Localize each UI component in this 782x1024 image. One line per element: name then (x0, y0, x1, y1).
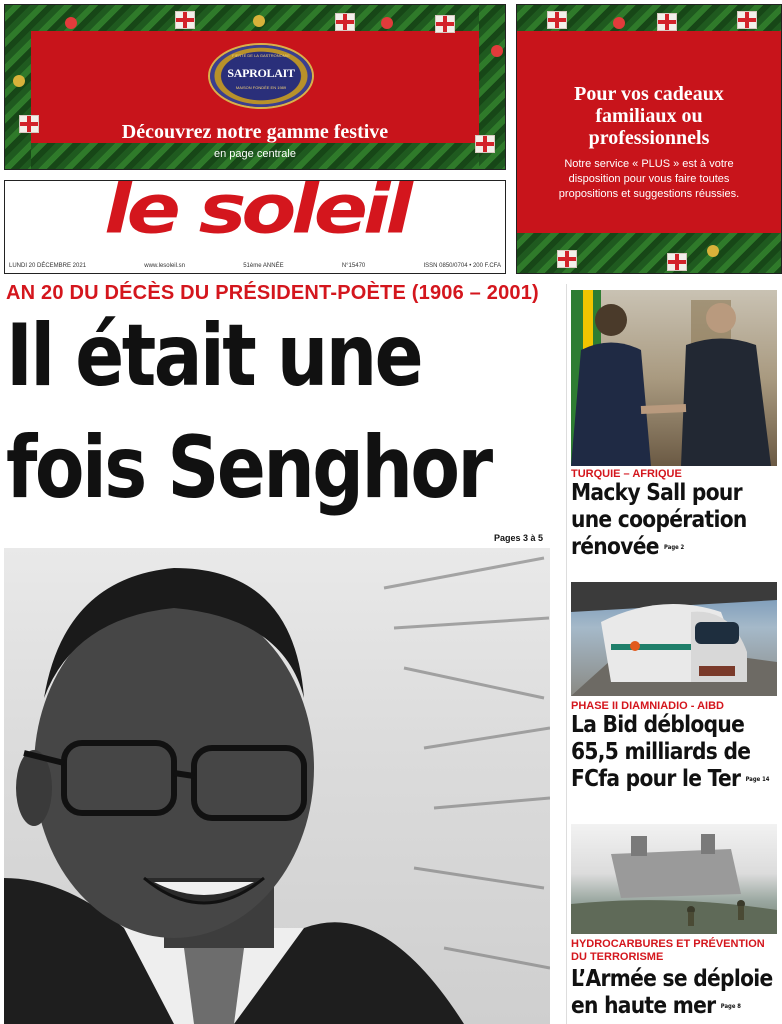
gift-icon (547, 11, 567, 29)
banner-subline: en page centrale (214, 148, 296, 160)
portrait-illustration (4, 548, 550, 1024)
story-kicker: TURQUIE – AFRIQUE (571, 468, 682, 480)
story-headline-line: Macky Sall pour (571, 480, 742, 506)
bauble-icon (65, 17, 77, 29)
handshake-illustration (571, 290, 777, 466)
issn-price: ISSN 0850/0704 • 200 F.CFA (423, 263, 501, 269)
bauble-icon (13, 75, 25, 87)
story-photo-handshake[interactable] (571, 290, 777, 466)
story-photo-navy[interactable] (571, 824, 777, 934)
issue-number: N°15470 (341, 263, 366, 269)
story-photo-train[interactable] (571, 582, 777, 696)
lead-headline-line: Il était une (6, 306, 422, 406)
newspaper-logo[interactable]: le soleil (104, 169, 408, 249)
story-page-ref: Page 14 (745, 776, 770, 783)
masthead (4, 169, 506, 274)
gift-icon (335, 13, 355, 31)
story-headline[interactable] (571, 712, 770, 793)
story-headline-line: L’Armée se déploie (571, 966, 773, 992)
story-page-ref: Page 2 (664, 544, 685, 551)
gift-icon (435, 15, 455, 33)
garland-decoration (5, 5, 31, 169)
story-headline[interactable] (571, 480, 756, 561)
bauble-icon (707, 245, 719, 257)
bauble-icon (381, 17, 393, 29)
bauble-icon (253, 15, 265, 27)
gift-icon (175, 11, 195, 29)
story-headline-line: 65,5 milliards de (571, 739, 751, 765)
banner-title: Pour vos cadeaux familiaux ou professionnels (574, 83, 724, 149)
logo-brand-text: SAPROLAIT (227, 66, 295, 80)
gift-icon (667, 253, 687, 271)
lead-page-reference: Pages 3 à 5 (494, 533, 544, 543)
festive-ad-banner[interactable] (4, 4, 506, 170)
website-link[interactable]: www.lesoleil.sn (144, 263, 185, 269)
bauble-icon (491, 45, 503, 57)
story-headline-line: en haute mer (571, 993, 716, 1019)
logo-tagline-top: FIERTÉ DE LA GASTRONOMIE (232, 53, 290, 58)
logo-tagline-bottom: MAISON FONDÉE EN 1989 (235, 85, 287, 90)
story-headline-line: rénovée (571, 534, 659, 560)
story-headline-line: une coopération (571, 507, 747, 533)
story-kicker: PHASE II DIAMNIADIO - AIBD (571, 700, 724, 712)
right-column (566, 284, 782, 1024)
gift-icon (657, 13, 677, 31)
navy-illustration (571, 824, 777, 934)
story-kicker: HYDROCARBURES ET PRÉVENTION DU TERRORISME (571, 938, 765, 963)
saprolait-logo (210, 45, 312, 107)
banner-headline: Découvrez notre gamme festive (121, 121, 389, 143)
story-page-ref: Page 8 (720, 1003, 741, 1010)
masthead-info (9, 263, 501, 269)
banner-body: Notre service « PLUS » est à votre disposition pour vous faire toutes propositions et suggestions réussies. (558, 158, 740, 200)
bauble-icon (613, 17, 625, 29)
lead-headline-line: fois Senghor (6, 418, 491, 518)
gift-icon (737, 11, 757, 29)
train-illustration (571, 582, 777, 696)
story-headline-line: FCfa pour le Ter (571, 766, 741, 792)
issue-date: LUNDI 20 DÉCEMBRE 2021 (9, 263, 87, 269)
gift-ad-banner[interactable] (516, 4, 782, 274)
story-headline[interactable] (571, 966, 773, 1020)
story-headline-line: La Bid débloque (571, 712, 745, 738)
publication-year: 51ème ANNÉE (243, 263, 284, 269)
lead-kicker: AN 20 DU DÉCÈS DU PRÉSIDENT-POÈTE (1906 – 2001) (6, 282, 539, 304)
senghor-photo[interactable] (4, 548, 550, 1024)
gift-icon (557, 250, 577, 268)
lead-headline[interactable] (6, 300, 491, 524)
